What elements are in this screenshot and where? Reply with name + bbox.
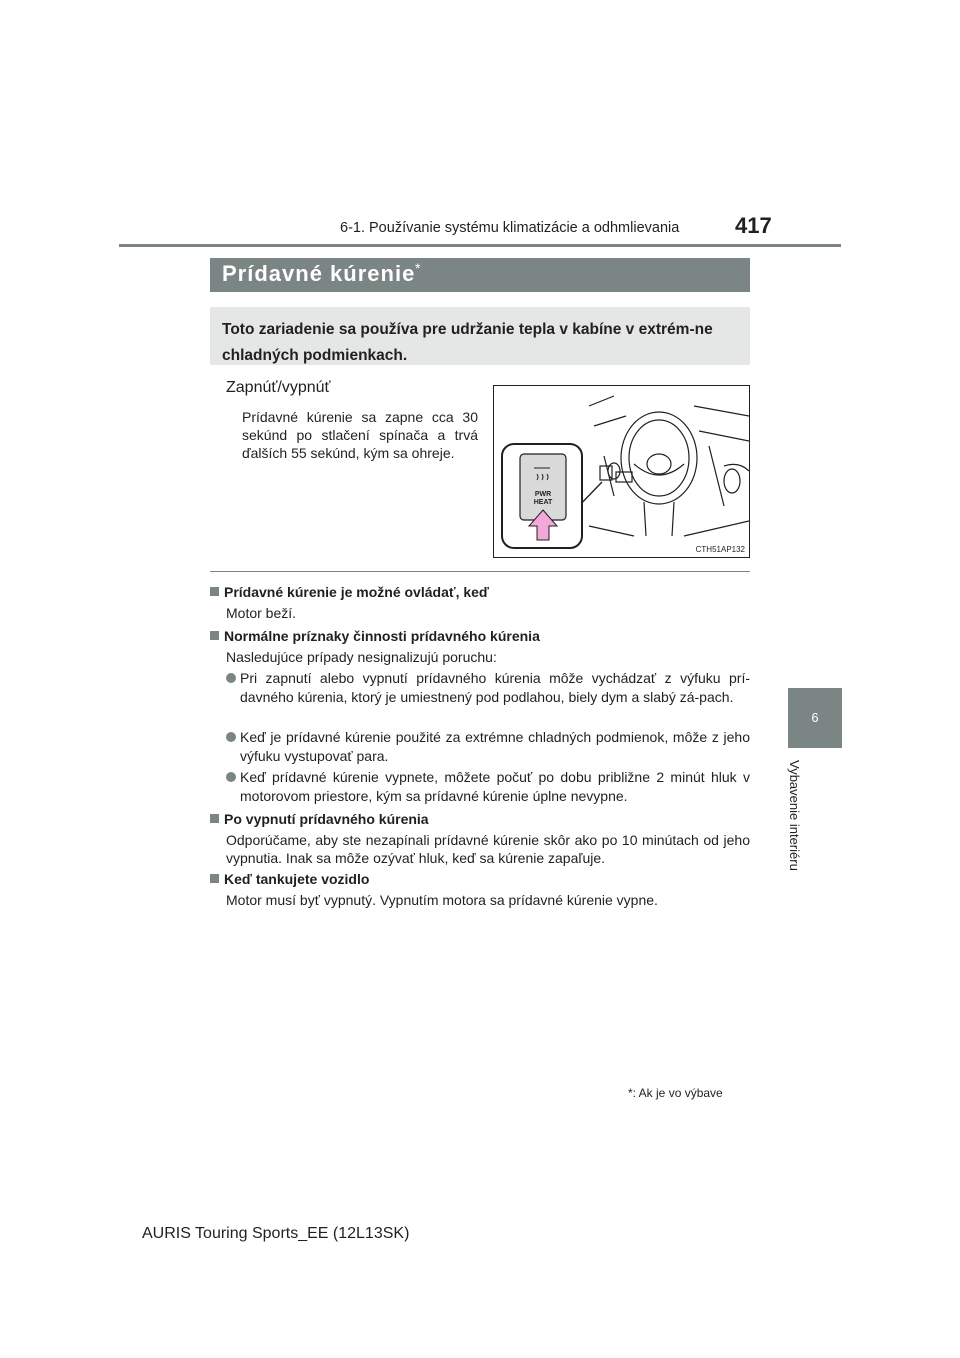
title-asterisk: * [415, 260, 421, 276]
square-bullet-icon [210, 587, 219, 596]
button-label-heat: HEAT [533, 499, 553, 506]
note-body: Motor musí byť vypnutý. Vypnutím motora sa prídavné kúrenie vypne. [226, 892, 658, 908]
chapter-tab-number: 6 [811, 710, 819, 725]
page-title: Prídavné kúrenie [222, 261, 416, 286]
footer-model-code: AURIS Touring Sports_EE (12L13SK) [142, 1225, 410, 1242]
list-item: Keď prídavné kúrenie vypnete, môžete počuť po dobu približne 2 minút hluk v motorovom priestore, kým sa prídavné kúrenie úplne nevypne. [226, 768, 750, 806]
dashboard-illustration [493, 385, 750, 558]
note-heading: Normálne príznaky činnosti prídavného kúrenia [210, 628, 540, 644]
square-bullet-icon [210, 631, 219, 640]
chapter-tab [788, 688, 842, 748]
note-heading: Prídavné kúrenie je možné ovládať, keď [210, 584, 489, 600]
title-bar [210, 258, 750, 292]
note-body: Odporúčame, aby ste nezapínali prídavné kúrenie skôr ako po 10 minútach od jeho vypnutia. Inak sa môže ozývať hluk, keď sa kúrenie zapaľuje. [226, 832, 750, 866]
header-section-title: 6-1. Používanie systému klimatizácie a odhmlievania [340, 220, 680, 236]
footnote: *: Ak je vo výbave [628, 1086, 723, 1100]
header-rule [119, 244, 841, 247]
dashboard-drawing [494, 386, 749, 557]
round-bullet-icon [226, 673, 236, 683]
list-item: Keď je prídavné kúrenie použité za extrémne chladných podmienok, môže z jeho výfuku vystupovať para. [226, 728, 750, 766]
list-item: Pri zapnutí alebo vypnutí prídavného kúrenia môže vychádzať z výfuku prí-davného kúrenia, ktorý je umiestnený pod podlahou, biely dym a slabý zá-pach. [226, 669, 750, 707]
chapter-tab-label: Vybavenie interiéru [787, 760, 802, 871]
square-bullet-icon [210, 874, 219, 883]
page-number: 417 [735, 213, 772, 238]
section-rule [210, 571, 750, 572]
switch-heading: Zapnúť/vypnúť [226, 379, 331, 396]
note-heading: Keď tankujete vozidlo [210, 871, 369, 887]
intro-box [210, 307, 750, 365]
note-body: Nasledujúce prípady nesignalizujú poruchu: [226, 649, 497, 665]
round-bullet-icon [226, 772, 236, 782]
round-bullet-icon [226, 732, 236, 742]
note-heading: Po vypnutí prídavného kúrenia [210, 811, 429, 827]
illustration-code: CTH51AP132 [695, 545, 745, 554]
switch-body: Prídavné kúrenie sa zapne cca 30 sekúnd po stlačení spínača a trvá ďalších 55 sekúnd, kým sa ohreje. [242, 409, 478, 461]
intro-text: Toto zariadenie sa používa pre udržanie tepla v kabíne v extrém-ne chladných podmienkach. [222, 321, 713, 364]
note-body: Motor beží. [226, 605, 297, 621]
square-bullet-icon [210, 814, 219, 823]
button-label-pwr: PWR [534, 491, 552, 498]
